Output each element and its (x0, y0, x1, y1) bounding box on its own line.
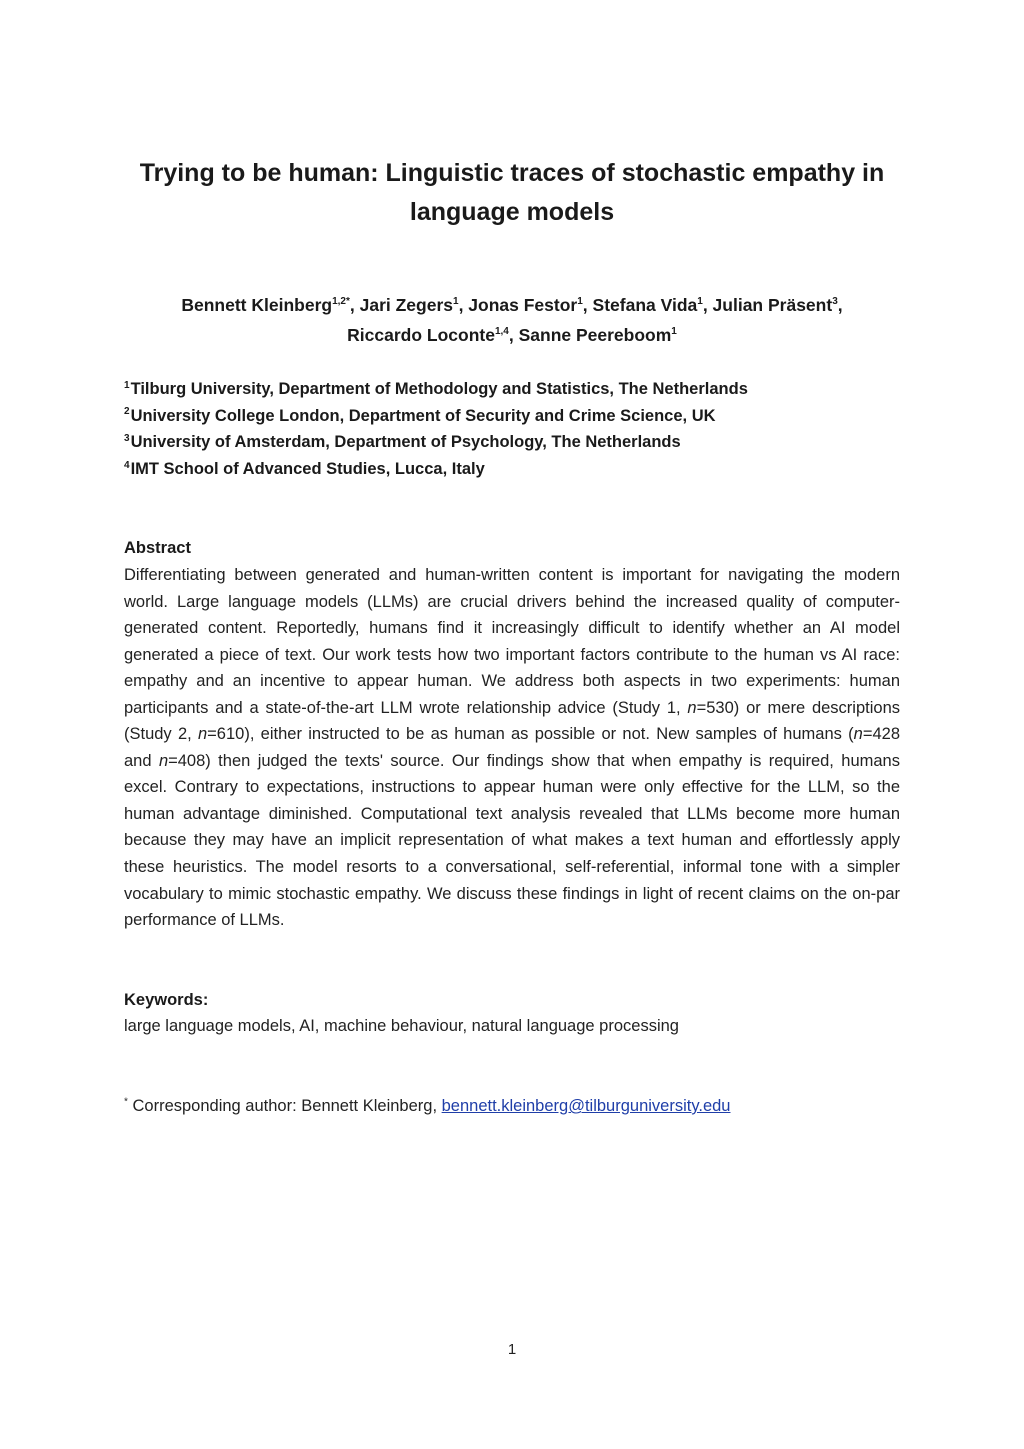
author: Sanne Peereboom$^1$ (518, 325, 677, 345)
keywords-list: large language models, AI, machine behaviour, natural language processing (124, 1017, 679, 1035)
author: Riccardo Loconte$^{1,4}$, (347, 325, 519, 345)
abstract-heading: Abstract (124, 539, 191, 557)
author-list (100, 290, 924, 350)
affiliation-list (124, 376, 904, 483)
author: Bennett Kleinberg$^{1,2*}$, (181, 295, 360, 315)
keywords-heading: Keywords: (124, 991, 209, 1009)
author: Jari Zegers$^1$, (359, 295, 469, 315)
author: Jonas Festor$^1$, (468, 295, 593, 315)
corresponding-author-footnote (124, 1093, 900, 1119)
paper-title: Trying to be human: Linguistic traces of stochastic empathy in language models (139, 159, 885, 226)
affiliation-item: $^1$Tilburg University, Department of Methodology and Statistics, The Netherlands (124, 379, 748, 398)
page-number: 1 (507, 1341, 517, 1358)
affiliation-item: $^3$University of Amsterdam, Department of Psychology, The Netherlands (124, 432, 681, 452)
author: Julian Präsent$^3$, (712, 295, 843, 315)
footnote-label: Corresponding author: Bennett Kleinberg, (127, 1097, 442, 1115)
author-email-link[interactable]: bennett.kleinberg@tilburguniversity.edu (441, 1097, 731, 1115)
footnote-marker: * (124, 1096, 128, 1108)
affiliation-item: $^4$IMT School of Advanced Studies, Lucca, Italy (124, 459, 485, 479)
abstract-body: Differentiating between generated and human-written content is important for navigating the modern world. Large language models (LLMs) are crucial drivers behind the increased quality of computer-generated content. Reportedly, humans find it increasingly difficult to identify whether an AI model generated a piece of text. Our work tests how two important factors contribute to the human vs AI race: empathy and an incentive to appear human. We address both aspects in two experiments: human participants and a state-of-the-art LLM wrote relationship advice (Study 1, n=530) or mere descriptions (Study 2, n=610), either instructed to be as human as possible or not. New samples of humans (n=428 and n=408) then judged the texts' source. Our findings show that when empathy is required, humans excel. Contrary to expectations, instructions to appear human were only effective for the LLM, so the human advantage diminished. Computational text analysis revealed that LLMs become more human because they may have an implicit representation of what makes a text human and effortlessly apply these heuristics. The model resorts to a conversational, self-referential, informal tone with a simpler vocabulary to mimic stochastic empathy. We discuss these findings in light of recent claims on the on-par performance of LLMs. (124, 566, 900, 930)
affiliation-item: $^2$University College London, Department of Security and Crime Science, UK (124, 406, 716, 425)
author: Stefana Vida$^1$, (592, 295, 713, 315)
